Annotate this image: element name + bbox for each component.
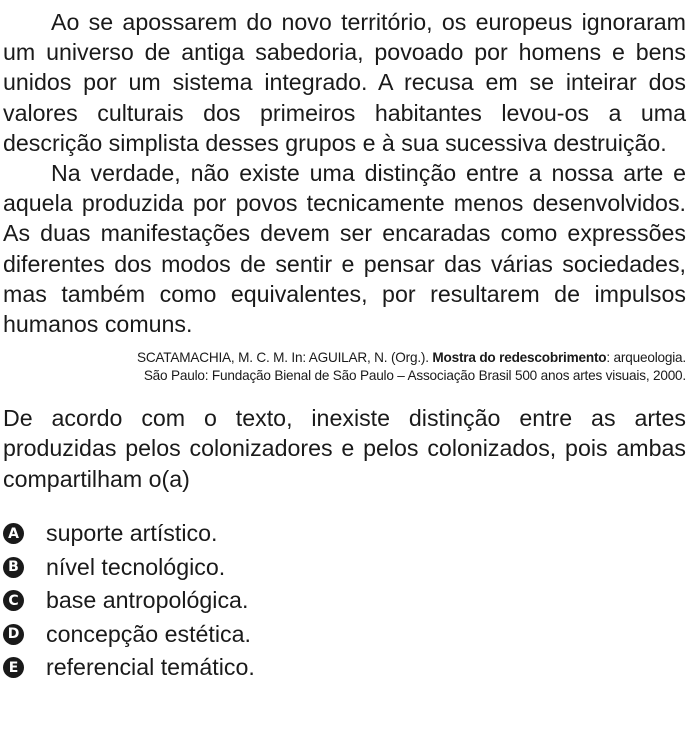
option-e-text: referencial temático.: [46, 654, 255, 681]
question-stem: De acordo com o texto, inexiste distinção entre as artes produzidas pelos colonizadores e pelos colonizados, pois ambas compartilham o(a): [3, 405, 686, 492]
option-b[interactable]: [3, 551, 686, 585]
option-c[interactable]: [3, 584, 686, 618]
option-a[interactable]: [3, 517, 686, 551]
option-e-letter-badge: E: [3, 657, 24, 678]
option-d[interactable]: [3, 618, 686, 652]
citation-authors: SCATAMACHIA, M. C. M. In: AGUILAR, N. (Org.).: [136, 350, 433, 366]
citation-line-1: [3, 349, 686, 367]
option-d-letter-badge: D: [3, 624, 24, 645]
option-e[interactable]: [3, 651, 686, 685]
text-paragraph-2: Na verdade, não existe uma distinção entre a nossa arte e aquela produzida por povos tecnicamente menos desenvolvidos. As duas manifestações devem ser encaradas como expressões diferentes dos modos de sentir e pensar das várias sociedades, mas também como equivalentes, por resultarem de impulsos humanos comuns.: [3, 160, 686, 338]
option-c-text: base antropológica.: [46, 587, 249, 614]
citation-title: Mostra do redescobrimento: [432, 350, 607, 366]
citation-subtitle: : arqueologia.: [606, 350, 686, 366]
source-citation: [3, 349, 686, 385]
text-paragraph-1: Ao se apossarem do novo território, os europeus ignoraram um universo de antiga sabedoria, povoado por homens e bens unidos por um sistema integrado. A recusa em se inteirar dos valores culturais dos primeiros habitantes levou-os a uma descrição simplista desses grupos e à sua sucessiva destruição.: [3, 9, 686, 156]
option-b-letter-badge: B: [3, 557, 24, 578]
option-b-text: nível tecnológico.: [46, 553, 226, 580]
option-c-letter-badge: C: [3, 590, 24, 611]
answer-options: [3, 517, 686, 685]
option-a-text: suporte artístico.: [46, 520, 218, 547]
option-a-letter-badge: A: [3, 523, 24, 544]
option-d-text: concepção estética.: [46, 620, 251, 647]
citation-publisher: São Paulo: Fundação Bienal de São Paulo – Associação Brasil 500 anos artes visuais, 2000.: [143, 368, 686, 384]
